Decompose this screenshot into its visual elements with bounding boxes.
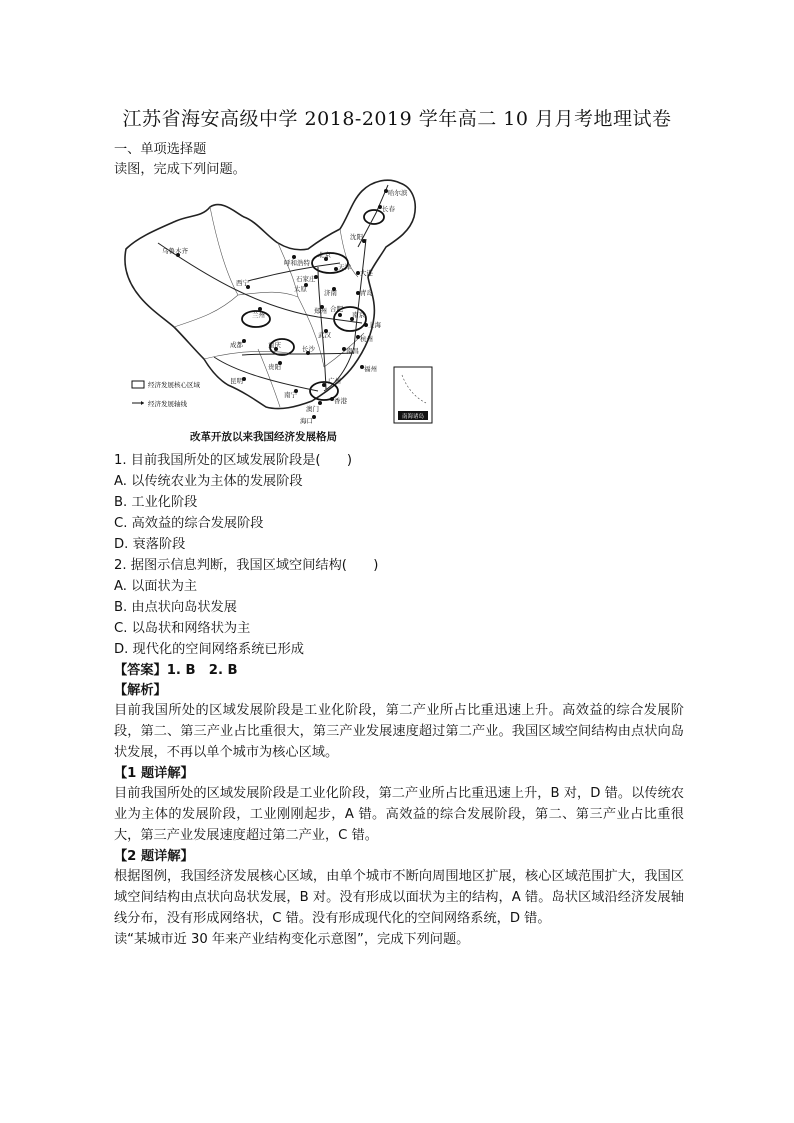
city-label: 乌鲁木齐: [162, 247, 188, 255]
city-label: 青岛: [360, 289, 373, 297]
city-label: 昆明: [230, 377, 243, 385]
question-2-option-d: D. 现代化的空间网络系统已形成: [114, 642, 304, 657]
city-label: 福州: [364, 365, 377, 373]
china-economic-map: [118, 177, 440, 425]
city-label: 兰州: [252, 311, 265, 319]
city-label: 杭州: [360, 335, 373, 343]
city-label: 呼和浩特: [284, 259, 310, 267]
question-2-stem: 2. 据图示信息判断，我国区域空间结构( ): [114, 558, 379, 573]
city-points: [176, 189, 388, 419]
city-label: 天津: [338, 263, 351, 271]
next-question-intro: 读“某城市近 30 年来产业结构变化示意图”，完成下列问题。: [114, 932, 470, 947]
city-label: 武汉: [318, 331, 331, 339]
city-label: 大连: [360, 269, 373, 277]
answer-line: 【答案】1. B 2. B: [114, 663, 238, 678]
city-label: 长沙: [302, 345, 315, 353]
city-label: 澳门: [306, 405, 319, 413]
analysis-text: 目前我国所处的区域发展阶段是工业化阶段，第二产业所占比重迅速上升。高效益的综合发展阶段，第二、第三产业占比重很大，第三产业发展速度超过第二产业。我国区域空间结构由点状向岛状发展，不再以单个城市为核心区域。: [114, 703, 684, 760]
city-label: 南昌: [346, 347, 359, 355]
city-label: 济南: [324, 289, 337, 297]
city-label: 北京: [318, 251, 331, 259]
city-label: 合肥: [330, 305, 343, 313]
analysis-heading: 【解析】: [114, 683, 167, 698]
city-label: 贵阳: [268, 363, 281, 371]
city-label: 郑州: [314, 307, 327, 315]
legend-axis-label: 经济发展轴线: [148, 400, 187, 408]
question-1-stem: 1. 目前我国所处的区域发展阶段是( ): [114, 453, 353, 468]
detail-1-text: 目前我国所处的区域发展阶段是工业化阶段，第二产业所占比重迅速上升，B 对，D 错。以传统农业为主体的发展阶段，工业刚刚起步，A 错。高效益的综合发展阶段，第二、第三产业占比重很大，第三产业发展速度超过第二产业，C 错。: [114, 786, 684, 843]
city-label: 石家庄: [296, 275, 316, 283]
south-china-sea-inset: [394, 367, 432, 423]
city-label: 西宁: [236, 279, 249, 287]
intro-text: 读图，完成下列问题。: [114, 162, 246, 177]
question-2-option-c: C. 以岛状和网络状为主: [114, 621, 251, 636]
detail-2-text: 根据图例，我国经济发展核心区域，由单个城市不断向周围地区扩展，核心区域范围扩大，我国区域空间结构由点状向岛状发展，B 对。没有形成以面状为主的结构，A 错。岛状区域沿经济发展轴线分布，没有形成网络状，C 错。没有形成现代化的空间网络系统，D 错。: [114, 869, 684, 926]
city-label: 广州: [328, 377, 341, 385]
city-label: 长春: [382, 205, 395, 213]
city-label: 南京: [352, 311, 365, 319]
detail-1-heading: 【1 题详解】: [114, 766, 194, 781]
city-label: 香港: [334, 397, 347, 405]
document-title: 江苏省海安高级中学 2018-2019 学年高二 10 月月考地理试卷: [122, 108, 672, 130]
figure-caption: 改革开放以来我国经济发展格局: [190, 431, 337, 443]
question-1-option-a: A. 以传统农业为主体的发展阶段: [114, 474, 303, 489]
city-label: 沈阳: [350, 233, 363, 241]
city-label: 重庆: [268, 341, 281, 349]
map-legend: [132, 380, 201, 408]
city-label: 太原: [294, 285, 307, 293]
question-1-option-c: C. 高效益的综合发展阶段: [114, 516, 264, 531]
question-1-option-b: B. 工业化阶段: [114, 495, 198, 510]
detail-2-heading: 【2 题详解】: [114, 849, 194, 864]
legend-core-label: 经济发展核心区域: [148, 381, 200, 389]
section-heading: 一、单项选择题: [114, 142, 207, 157]
city-label: 上海: [368, 321, 381, 329]
question-2-option-a: A. 以面状为主: [114, 579, 198, 594]
city-label: 海口: [300, 417, 313, 425]
inset-label: 南海诸岛: [401, 414, 425, 420]
question-2-option-b: B. 由点状向岛状发展: [114, 600, 237, 615]
city-label: 哈尔滨: [388, 189, 408, 197]
city-label: 南宁: [284, 391, 297, 399]
question-1-option-d: D. 衰落阶段: [114, 537, 186, 552]
city-label: 成都: [230, 341, 243, 349]
